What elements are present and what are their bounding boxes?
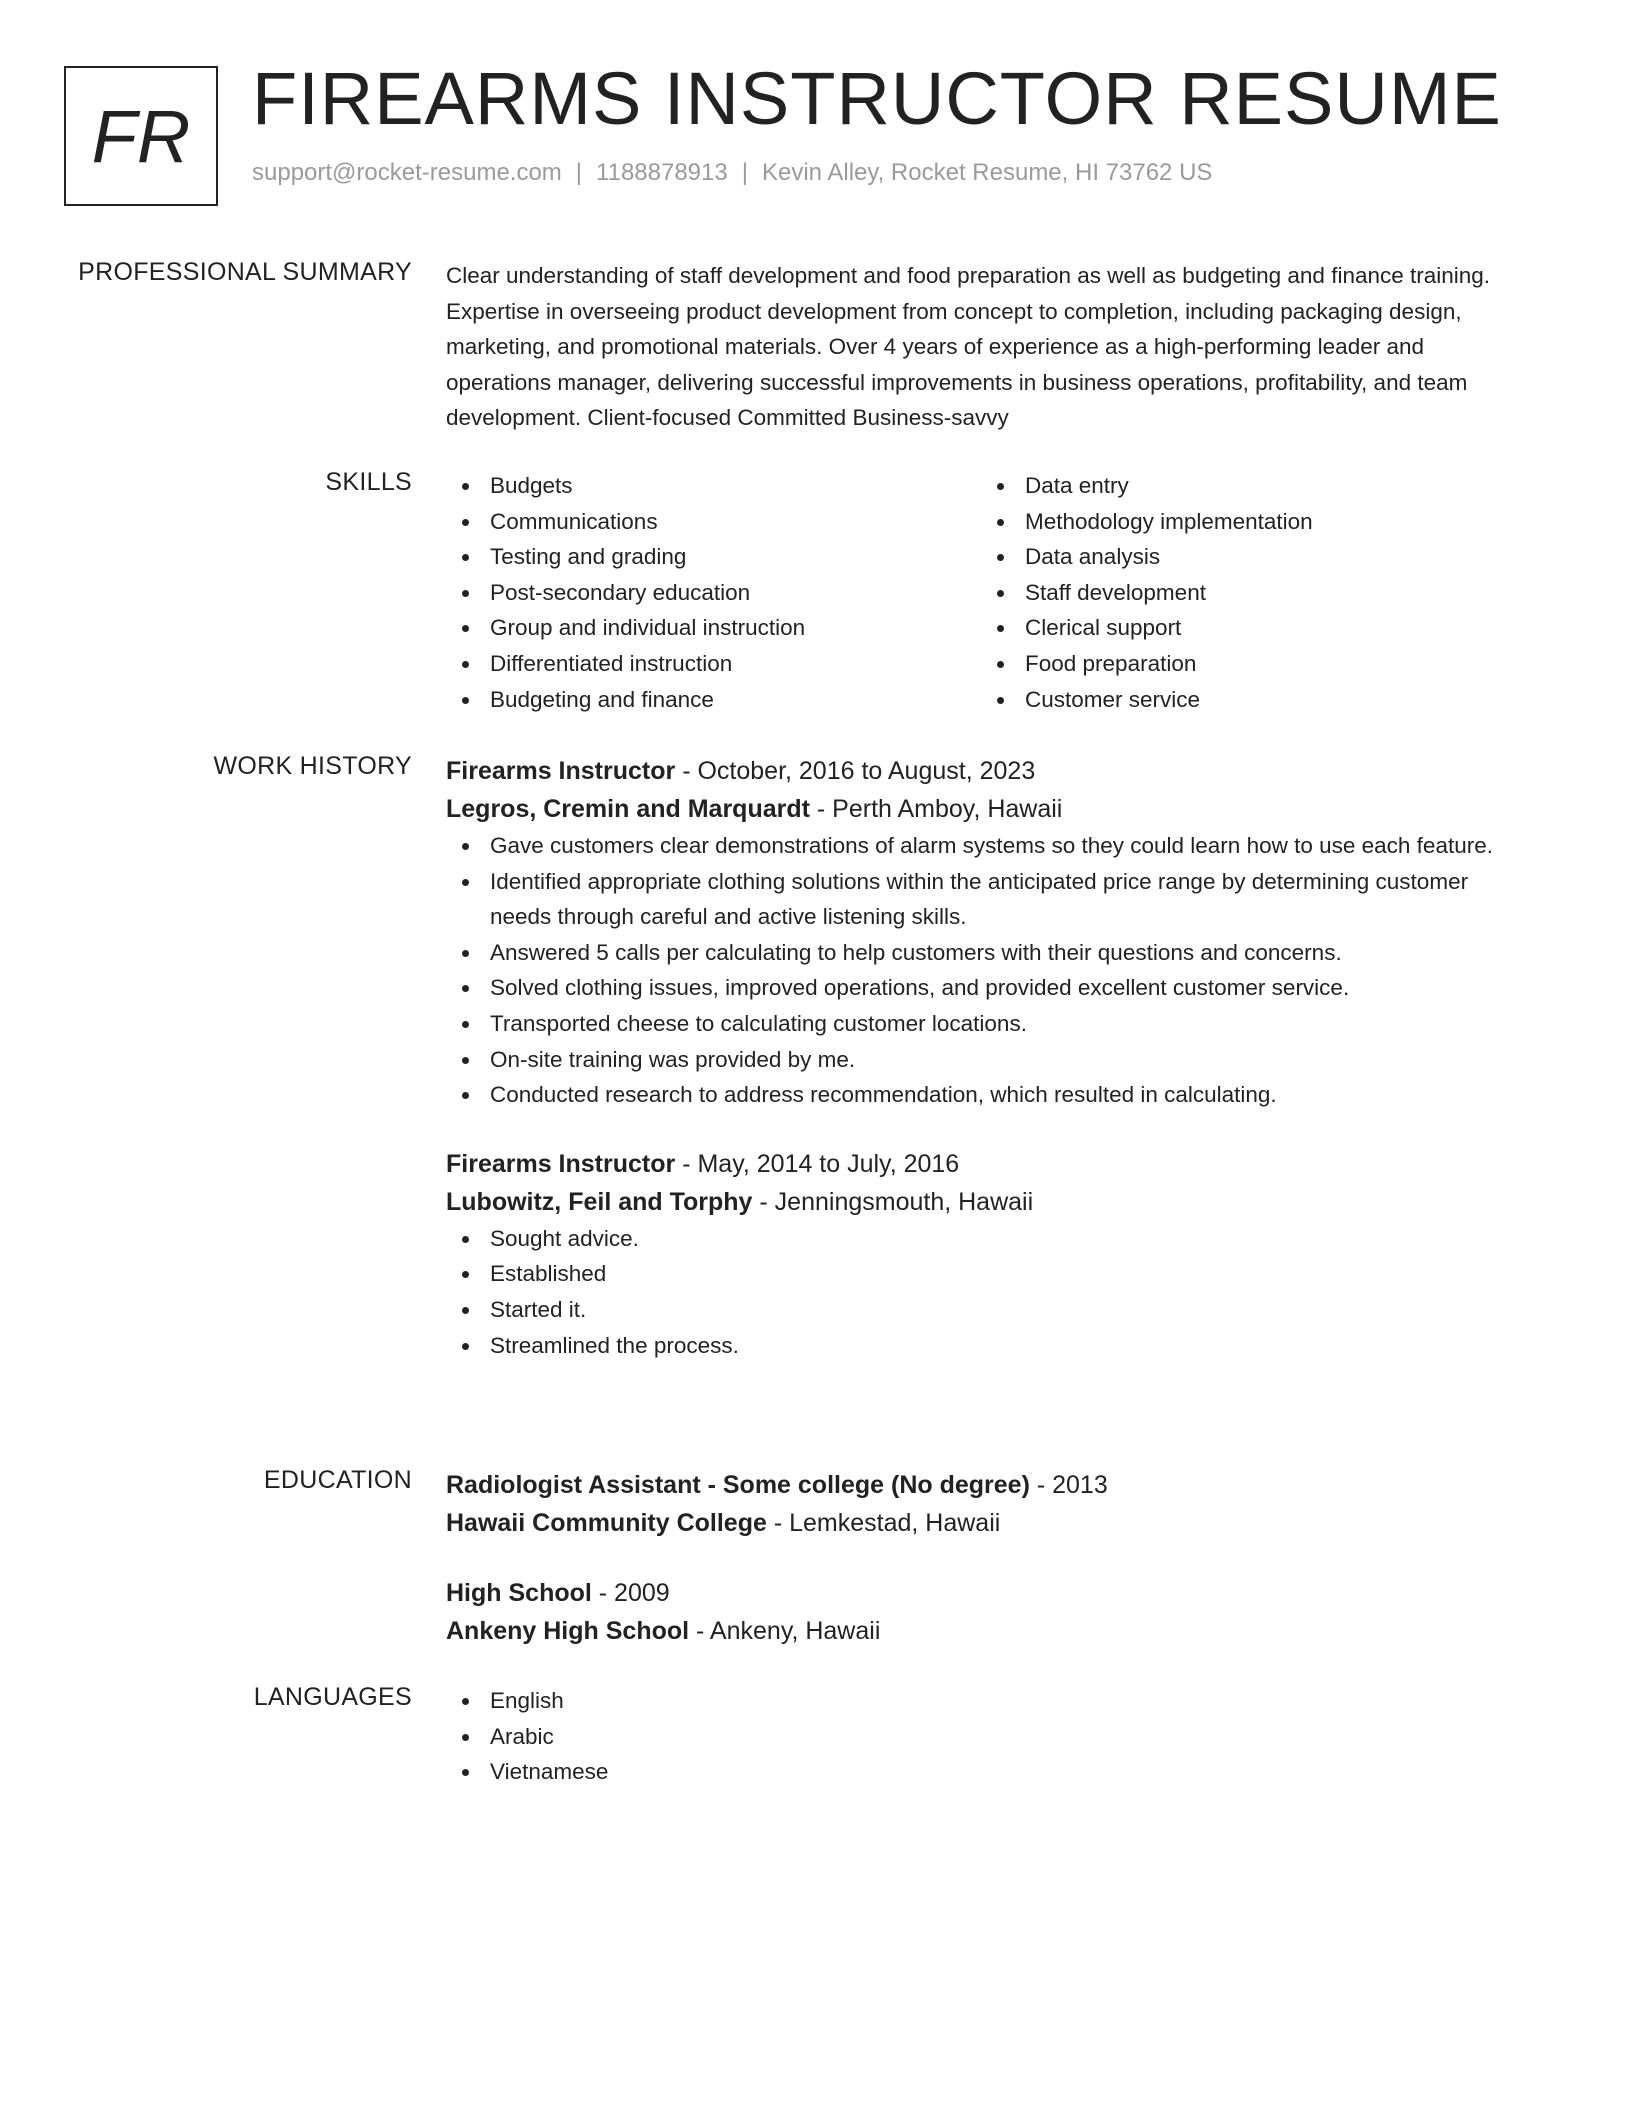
skill-item: Staff development bbox=[981, 575, 1516, 611]
education-location: - Ankeny, Hawaii bbox=[689, 1617, 881, 1645]
job-title-line bbox=[446, 752, 1516, 790]
job-duty: Answered 5 calls per calculating to help customers with their questions and concerns. bbox=[446, 935, 1516, 971]
job-dates: - May, 2014 to July, 2016 bbox=[675, 1149, 960, 1178]
contact-line bbox=[252, 159, 1502, 187]
skill-item: Communications bbox=[446, 504, 981, 540]
education-entry bbox=[446, 1466, 1516, 1542]
job-company-line bbox=[446, 790, 1516, 828]
skill-item: Data entry bbox=[981, 468, 1516, 504]
languages-list bbox=[446, 1683, 1516, 1790]
skill-item: Food preparation bbox=[981, 646, 1516, 682]
job-title-line bbox=[446, 1145, 1516, 1183]
monogram-badge: FR bbox=[64, 66, 218, 206]
summary-text: Clear understanding of staff development and food preparation as well as budgeting and finance training. Expertise in overseeing product development from concept to completion, including packaging design, marketing, and promotional materials. Over 4 years of experience as a high-performing leader and operations manager, delivering successful improvements in business operations, profitability, and team development. Client-focused Committed Business-savvy bbox=[446, 263, 1491, 431]
summary-body bbox=[446, 258, 1516, 436]
contact-phone[interactable]: 1188878913 bbox=[596, 159, 728, 187]
education-entry bbox=[446, 1574, 1516, 1650]
education-school-line bbox=[446, 1504, 1516, 1542]
contact-address: Kevin Alley, Rocket Resume, HI 73762 US bbox=[761, 159, 1213, 187]
skill-item: Budgeting and finance bbox=[446, 682, 981, 718]
education-school: Hawaii Community College bbox=[446, 1509, 767, 1537]
job-duty: Sought advice. bbox=[446, 1221, 1516, 1257]
job-duty: Conducted research to address recommendation, which resulted in calculating. bbox=[446, 1077, 1516, 1113]
skill-item: Differentiated instruction bbox=[446, 646, 981, 682]
education-heading: EDUCATION bbox=[263, 1466, 412, 1494]
skills-list-left bbox=[446, 468, 981, 717]
summary-heading: PROFESSIONAL SUMMARY bbox=[78, 258, 412, 286]
job-title: Firearms Instructor bbox=[446, 1149, 676, 1178]
job-company-line bbox=[446, 1183, 1516, 1221]
language-item: English bbox=[446, 1683, 1516, 1719]
languages-body bbox=[446, 1683, 1516, 1790]
languages-heading: LANGUAGES bbox=[253, 1683, 412, 1711]
title-block bbox=[252, 58, 1502, 187]
skills-heading: SKILLS bbox=[325, 468, 412, 496]
skill-item: Post-secondary education bbox=[446, 575, 981, 611]
language-item: Arabic bbox=[446, 1719, 1516, 1755]
education-year: - 2013 bbox=[1029, 1471, 1108, 1499]
job-duty: On-site training was provided by me. bbox=[446, 1042, 1516, 1078]
job-duty: Identified appropriate clothing solutions within the anticipated price range by determining customer needs through careful and active listening skills. bbox=[446, 864, 1516, 935]
contact-separator: | bbox=[575, 159, 583, 187]
skill-item: Testing and grading bbox=[446, 539, 981, 575]
education-degree-line bbox=[446, 1466, 1516, 1504]
job-company: Lubowitz, Feil and Torphy bbox=[446, 1187, 753, 1216]
skill-item: Methodology implementation bbox=[981, 504, 1516, 540]
job-dates: - October, 2016 to August, 2023 bbox=[675, 757, 1036, 785]
job-company: Legros, Cremin and Marquardt bbox=[446, 795, 810, 823]
skills-grid bbox=[446, 468, 1516, 717]
education-school-line bbox=[446, 1612, 1516, 1650]
job-entry bbox=[446, 752, 1516, 1113]
job-location: - Perth Amboy, Hawaii bbox=[809, 795, 1063, 823]
education-degree: High School bbox=[446, 1579, 592, 1607]
job-entry bbox=[446, 1145, 1516, 1363]
contact-separator: | bbox=[741, 159, 748, 187]
job-duty: Transported cheese to calculating customer locations. bbox=[446, 1006, 1516, 1042]
skill-item: Clerical support bbox=[981, 610, 1516, 646]
education-degree-line bbox=[446, 1574, 1516, 1612]
job-duties-list bbox=[446, 1221, 1516, 1363]
job-duty: Established bbox=[446, 1256, 1516, 1292]
education-year: - 2009 bbox=[591, 1579, 670, 1607]
education-location: - Lemkestad, Hawaii bbox=[766, 1509, 1001, 1537]
education-school: Ankeny High School bbox=[446, 1617, 690, 1645]
education-degree: Radiologist Assistant - Some college (No degree) bbox=[446, 1471, 1030, 1499]
job-duty: Gave customers clear demonstrations of alarm systems so they could learn how to use each feature. bbox=[446, 828, 1516, 864]
job-duty: Solved clothing issues, improved operations, and provided excellent customer service. bbox=[446, 970, 1516, 1006]
education-body bbox=[446, 1466, 1516, 1650]
contact-email[interactable]: support@rocket-resume.com bbox=[252, 159, 562, 187]
work-history-body bbox=[446, 752, 1516, 1363]
skill-item: Budgets bbox=[446, 468, 981, 504]
skill-item: Data analysis bbox=[981, 539, 1516, 575]
skills-list-right bbox=[981, 468, 1516, 717]
job-title: Firearms Instructor bbox=[446, 757, 676, 785]
language-item: Vietnamese bbox=[446, 1754, 1516, 1790]
skill-item: Group and individual instruction bbox=[446, 610, 981, 646]
work-history-heading: WORK HISTORY bbox=[213, 752, 412, 780]
resume-title: FIREARMS INSTRUCTOR RESUME bbox=[252, 57, 1502, 140]
skill-item: Customer service bbox=[981, 682, 1516, 718]
job-duties-list bbox=[446, 828, 1516, 1113]
job-location: - Jenningsmouth, Hawaii bbox=[752, 1187, 1034, 1216]
job-duty: Started it. bbox=[446, 1292, 1516, 1328]
job-duty: Streamlined the process. bbox=[446, 1328, 1516, 1364]
